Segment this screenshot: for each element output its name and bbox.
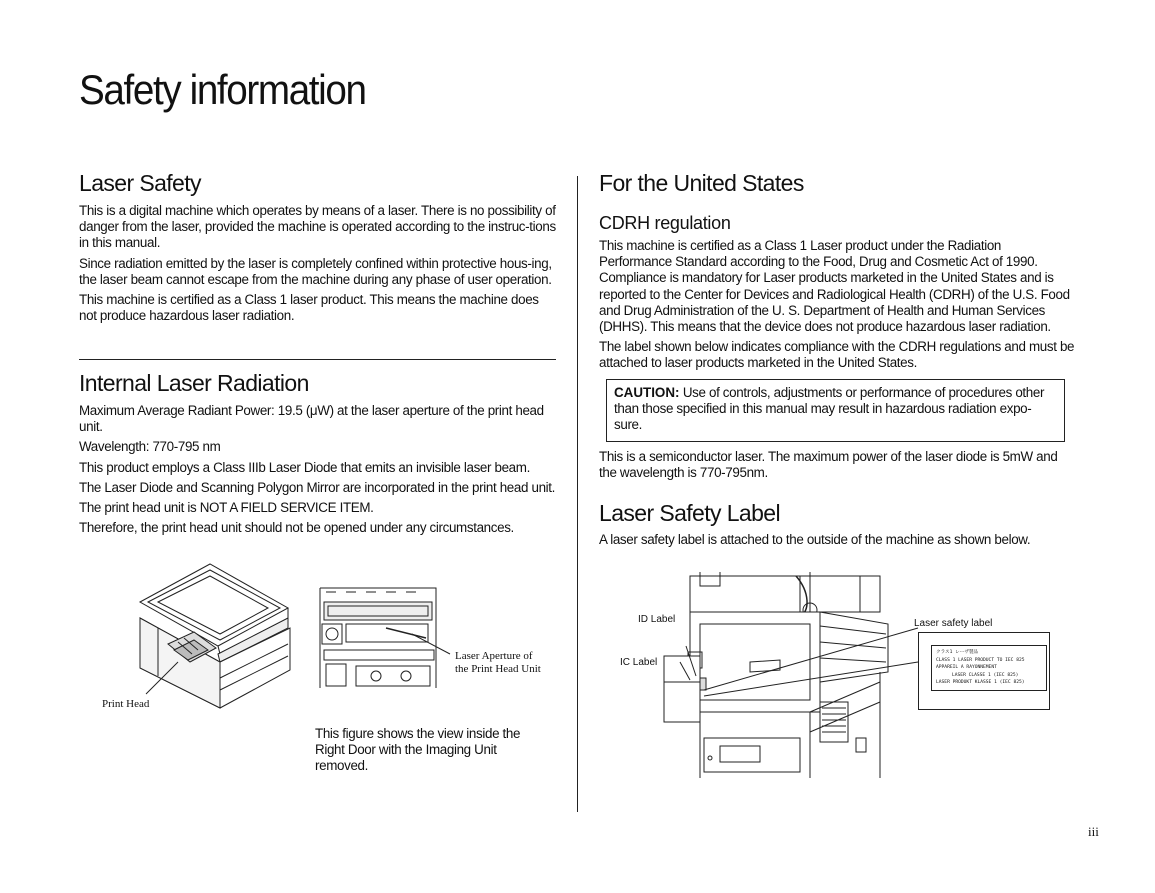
label-line: CLASS 1 LASER PRODUCT TO IEC 825 (936, 657, 1025, 663)
section-rule (79, 359, 556, 360)
aperture-label-line: the Print Head Unit (455, 663, 541, 675)
laser-safety-heading: Laser Safety (79, 170, 201, 196)
caution-text (614, 385, 1057, 434)
label-line: APPAREIL A RAYONNEMENT (936, 665, 997, 671)
laser-safety-paragraph: This is a digital machine which operates by means of a laser. There is no possibility of danger from the laser, provided the machine is operated according to the instruc-tions in this manual. (79, 203, 556, 251)
caution-label: CAUTION: (614, 385, 680, 400)
radiation-paragraph: Wavelength: 770-795 nm (79, 439, 221, 455)
radiation-paragraph: The print head unit is NOT A FIELD SERVICE ITEM. (79, 500, 374, 516)
laser-label-heading: Laser Safety Label (599, 500, 780, 526)
semiconductor-paragraph: This is a semiconductor laser. The maximum power of the laser diode is 5mW and the wavelength is 770-795nm. (599, 449, 1058, 481)
aperture-label-line: Laser Aperture of (455, 650, 533, 662)
label-line: LASER CLASSE 1 (IEC 825) (952, 672, 1019, 678)
right-door-interior-illustration (316, 584, 446, 694)
laser-label-body (599, 532, 1075, 548)
label-line: クラス1 レーザ製品 (936, 650, 979, 655)
radiation-paragraph: The Laser Diode and Scanning Polygon Mirror are incorporated in the print head unit. (79, 479, 556, 495)
cdrh-body (599, 238, 1075, 372)
radiation-paragraph: Maximum Average Radiant Power: 19.5 (μW) at the laser aperture of the print head unit. (79, 403, 544, 435)
caution-box (606, 379, 1065, 442)
cdrh-paragraph: The label shown below indicates compliance with the CDRH regulations and must be attached to laser products marketed in the United States. (599, 339, 1075, 371)
aperture-label (455, 650, 541, 676)
laser-safety-label-content (931, 645, 1047, 691)
print-head-label: Print Head (102, 698, 150, 710)
caution-body: Use of controls, adjustments or performance of procedures other than those specified in this manual may result in hazardous radiation expo-sure. (614, 385, 1045, 433)
laser-safety-paragraph: This machine is certified as a Class 1 laser product. This means the machine does not produce hazardous laser radiation. (79, 292, 539, 324)
page-title: Safety information (79, 66, 366, 113)
semiconductor-body (599, 449, 1075, 481)
cdrh-paragraph: This machine is certified as a Class 1 Laser product under the Radiation Performance Standard according to the Food, Drug and Cosmetic Act of 1990. Compliance is mandatory for Laser products marketed in the United States and is reported to the Center for Devices and Radiological Health (CDRH) of the U.S. Food and Drug Administration of the U. S. Department of Health and Human Services (DHHS). This means that the device does not produce hazardous laser radiation. (599, 238, 1070, 335)
laser-safety-body (79, 203, 557, 324)
radiation-paragraph: Therefore, the print head unit should not be opened under any circumstances. (79, 520, 514, 536)
printer-illustration (98, 558, 298, 708)
ic-label-caption: IC Label (620, 657, 658, 668)
laser-safety-label-box (918, 632, 1050, 710)
internal-radiation-body (79, 403, 557, 536)
internal-radiation-heading: Internal Laser Radiation (79, 370, 309, 396)
radiation-paragraph: This product employs a Class IIIb Laser Diode that emits an invisible laser beam. (79, 459, 530, 475)
label-line: LASER PRODUKT KLASSE 1 (IEC 825) (936, 680, 1025, 686)
id-label-caption: ID Label (638, 614, 676, 625)
laser-label-paragraph: A laser safety label is attached to the outside of the machine as shown below. (599, 532, 1031, 547)
machine-rear-illustration (660, 572, 920, 782)
laser-safety-label-caption: Laser safety label (914, 618, 993, 629)
page-number: iii (1088, 824, 1099, 839)
cdrh-heading: CDRH regulation (599, 213, 731, 233)
column-divider (577, 176, 578, 812)
us-heading: For the United States (599, 170, 804, 196)
figure-caption (315, 726, 545, 775)
figure-caption-text: This figure shows the view inside the Right Door with the Imaging Unit removed. (315, 726, 521, 774)
laser-safety-paragraph: Since radiation emitted by the laser is completely confined within protective hous-ing, the laser beam cannot escape from the machine during any phase of user operation. (79, 255, 552, 287)
